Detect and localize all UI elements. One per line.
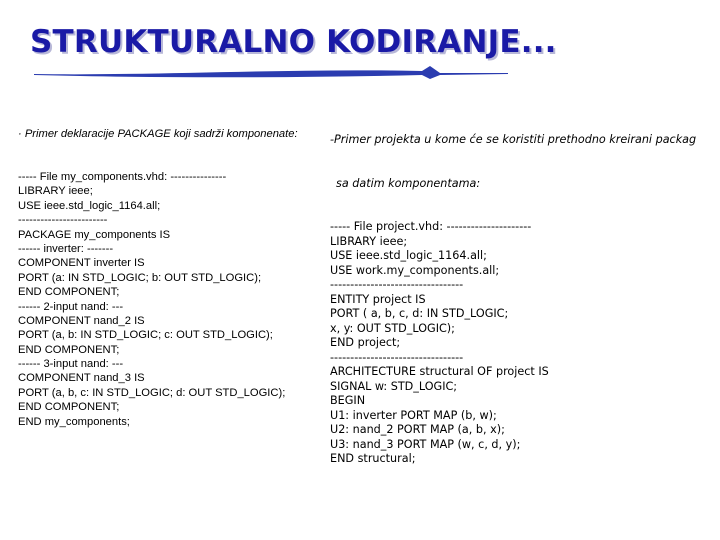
code-line: U3: nand_3 PORT MAP (w, c, d, y);: [330, 437, 521, 451]
slide-title-area: [30, 24, 557, 84]
code-line: U2: nand_2 PORT MAP (a, b, x);: [330, 423, 505, 436]
code-line: END COMPONENT;: [18, 286, 120, 299]
code-line: ------ 3-input nand: ---: [18, 358, 124, 371]
package-declaration-code: [18, 98, 318, 443]
code-line: END COMPONENT;: [18, 343, 120, 356]
code-line: END project;: [330, 336, 401, 349]
code-line: COMPONENT inverter IS: [18, 257, 145, 270]
project-code: [330, 104, 720, 481]
left-code-lines: [18, 170, 318, 429]
code-line: ---------------------------------: [330, 278, 464, 291]
code-line: ----- File my_components.vhd: ---------------: [18, 171, 227, 184]
code-line: USE work.my_components.all;: [330, 263, 500, 277]
code-line: LIBRARY ieee;: [330, 234, 408, 248]
code-line: PORT (a, b, c: IN STD_LOGIC; d: OUT STD_LOGIC);: [18, 386, 286, 399]
code-line: USE ieee.std_logic_1164.all;: [18, 199, 161, 212]
code-line: ----- File project.vhd: ---------------------: [330, 220, 532, 233]
code-line: ENTITY project IS: [330, 292, 426, 306]
slide-title: STRUKTURALNO KODIRANJE...: [30, 24, 557, 60]
code-line: PACKAGE my_components IS: [18, 228, 171, 241]
code-line: PORT ( a, b, c, d: IN STD_LOGIC;: [330, 307, 509, 320]
code-line: LIBRARY ieee;: [18, 185, 93, 198]
code-line: BEGIN: [330, 394, 366, 407]
right-intro-line-1: -Primer projekta u kome će se koristiti prethodno kreirani packag: [330, 133, 697, 146]
code-line: ------ inverter: -------: [18, 242, 114, 255]
code-line: PORT (a, b: IN STD_LOGIC; c: OUT STD_LOGIC);: [18, 329, 273, 342]
code-line: U1: inverter PORT MAP (b, w);: [330, 408, 497, 422]
code-line: x, y: OUT STD_LOGIC);: [330, 321, 455, 335]
right-code-lines: [330, 220, 720, 467]
code-line: END COMPONENT;: [18, 401, 120, 414]
code-line: ------------------------: [18, 214, 108, 227]
code-line: SIGNAL w: STD_LOGIC;: [330, 379, 458, 393]
code-line: PORT (a: IN STD_LOGIC; b: OUT STD_LOGIC);: [18, 271, 262, 284]
title-underline-swoosh: [30, 64, 510, 80]
code-line: ---------------------------------: [330, 350, 464, 364]
code-line: ARCHITECTURE structural OF project IS: [330, 365, 549, 378]
code-line: COMPONENT nand_3 IS: [18, 372, 145, 385]
code-line: USE ieee.std_logic_1164.all;: [330, 249, 487, 262]
code-line: END my_components;: [18, 415, 130, 428]
right-intro-line-2: sa datim komponentama:: [336, 176, 481, 190]
code-line: ------ 2-input nand: ---: [18, 300, 124, 313]
code-line: END structural;: [330, 452, 416, 465]
code-line: COMPONENT nand_2 IS: [18, 314, 145, 327]
left-intro: · Primer deklaracije PACKAGE koji sadrži komponenate:: [18, 127, 298, 140]
